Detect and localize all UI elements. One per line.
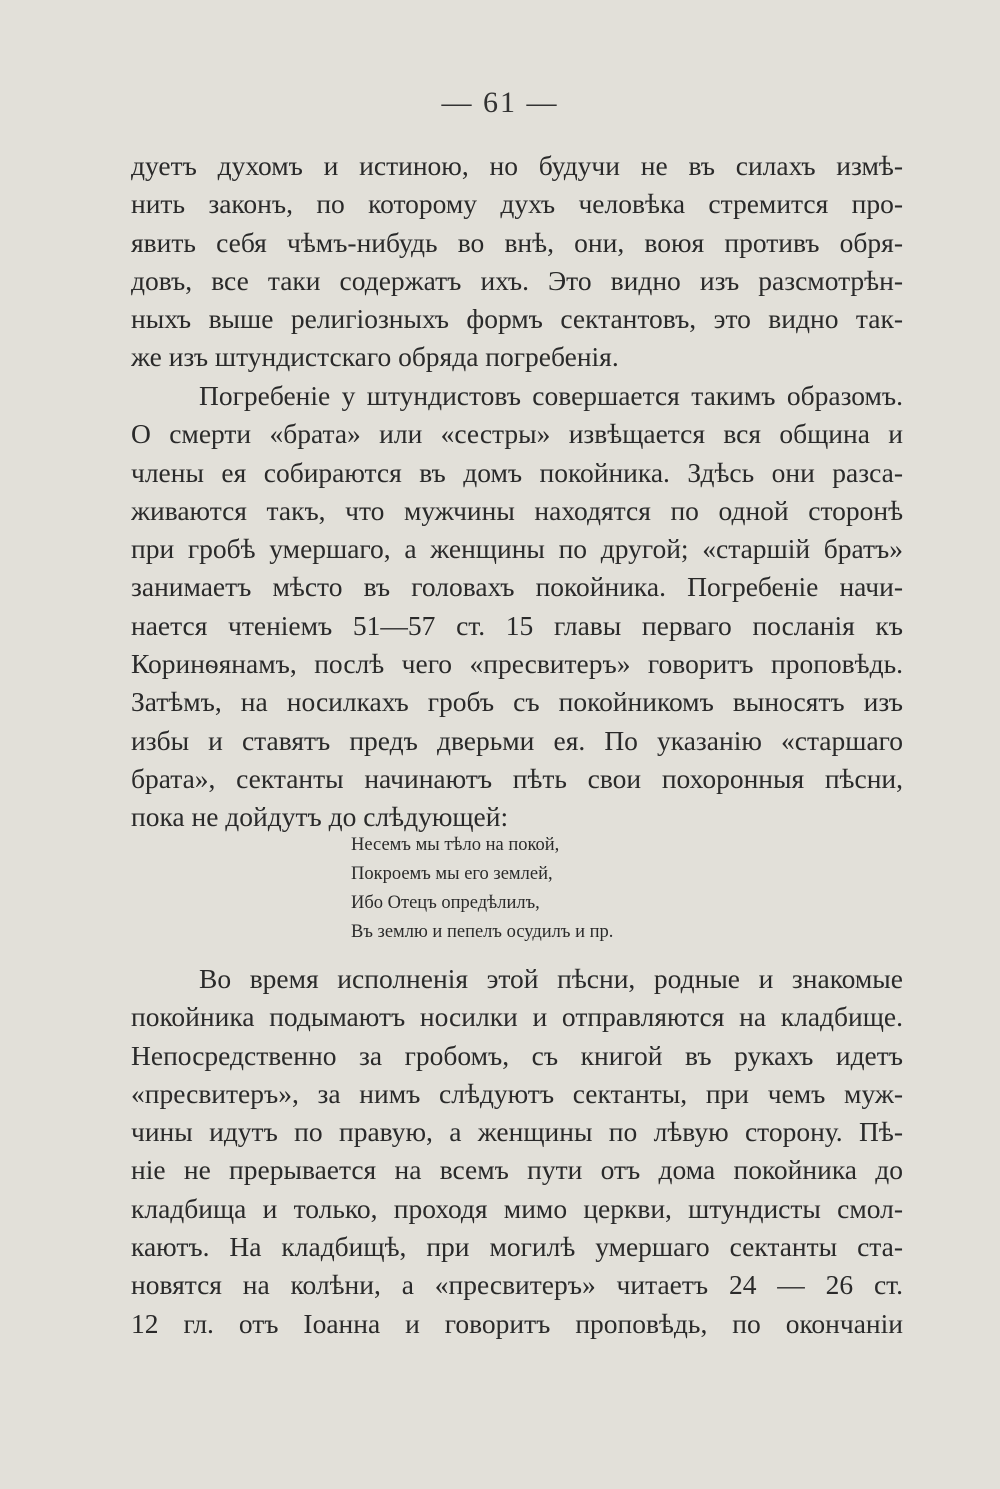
text-line: живаются такъ, что мужчины находятся по одной сторонѣ [131,494,903,526]
text-line: «пресвитеръ», за нимъ слѣдуютъ сектанты, при чемъ муж- [131,1077,903,1109]
text-line: Непосредственно за гробомъ, съ книгой въ рукахъ идетъ [131,1039,903,1071]
text-line: занимаетъ мѣсто въ головахъ покойника. Погребеніе начи- [131,571,903,603]
text-line: каютъ. На кладбищѣ, при могилѣ умершаго сектанты ста- [131,1231,903,1263]
text-line: Коринѳянамъ, послѣ чего «пресвитеръ» говоритъ проповѣдь. [131,648,903,680]
text-line: брата», сектанты начинаютъ пѣть свои похоронныя пѣсни, [131,762,903,794]
text-line: довъ, все таки содержатъ ихъ. Это видно изъ разсмотрѣн- [131,264,903,296]
text-line: Во время исполненія этой пѣсни, родные и знакомые [199,963,903,994]
text-line: нается чтеніемъ 51—57 ст. 15 главы перваго посланія къ [131,609,903,641]
text-line: ніе не прерывается на всемъ пути отъ дома покойника до [131,1154,903,1186]
text-line: явить себя чѣмъ-нибудь во внѣ, они, воюя противъ обря- [131,226,903,258]
text-line: дуетъ духомъ и истиною, но будучи не въ силахъ измѣ- [131,150,903,181]
text-line: же изъ штундистскаго обряда погребенія. [131,341,619,373]
text-line: пока не дойдутъ до слѣдующей: [131,801,509,833]
text-line: ныхъ выше религіозныхъ формъ сектантовъ, это видно так- [131,303,903,335]
text-line: кладбища и только, проходя мимо церкви, штундисты смол- [131,1192,903,1224]
verse-line: Ибо Отецъ опредѣлилъ, [351,893,540,913]
text-line: О смерти «брата» или «сестры» извѣщается вся община и [131,418,903,450]
text-line: избы и ставятъ предъ дверьми ея. По указанію «старшаго [131,724,903,756]
text-line: чины идутъ по правую, а женщины по лѣвую сторону. Пѣ- [131,1116,903,1148]
text-line: нить законъ, по которому духъ человѣка стремится про- [131,188,903,220]
text-line: 12 гл. отъ Іоанна и говоритъ проповѣдь, по окончаніи [131,1307,903,1339]
text-line: члены ея собираются въ домъ покойника. Здѣсь они разса- [131,456,903,488]
text-line: Погребеніе у штундистовъ совершается такимъ образомъ. [199,380,903,411]
text-line: новятся на колѣни, а «пресвитеръ» читаетъ 24 — 26 ст. [131,1269,903,1301]
verse-line: Въ землю и пепелъ осудилъ и пр. [351,922,614,942]
page-number: — 61 — [441,86,559,119]
verse-line: Несемъ мы тѣло на покой, [351,835,560,855]
text-line: Затѣмъ, на носилкахъ гробъ съ покойникомъ выносятъ изъ [131,686,903,718]
text-line: покойника подымаютъ носилки и отправляются на кладбище. [131,1001,903,1033]
text-line: при гробѣ умершаго, а женщины по другой; «старшій братъ» [131,533,903,565]
verse-line: Покроемъ мы его землей, [351,864,553,884]
paragraph-burial [131,377,903,837]
paragraph-continued [131,147,903,377]
paragraph-procession [131,960,903,1343]
hymn-verse [351,831,871,947]
